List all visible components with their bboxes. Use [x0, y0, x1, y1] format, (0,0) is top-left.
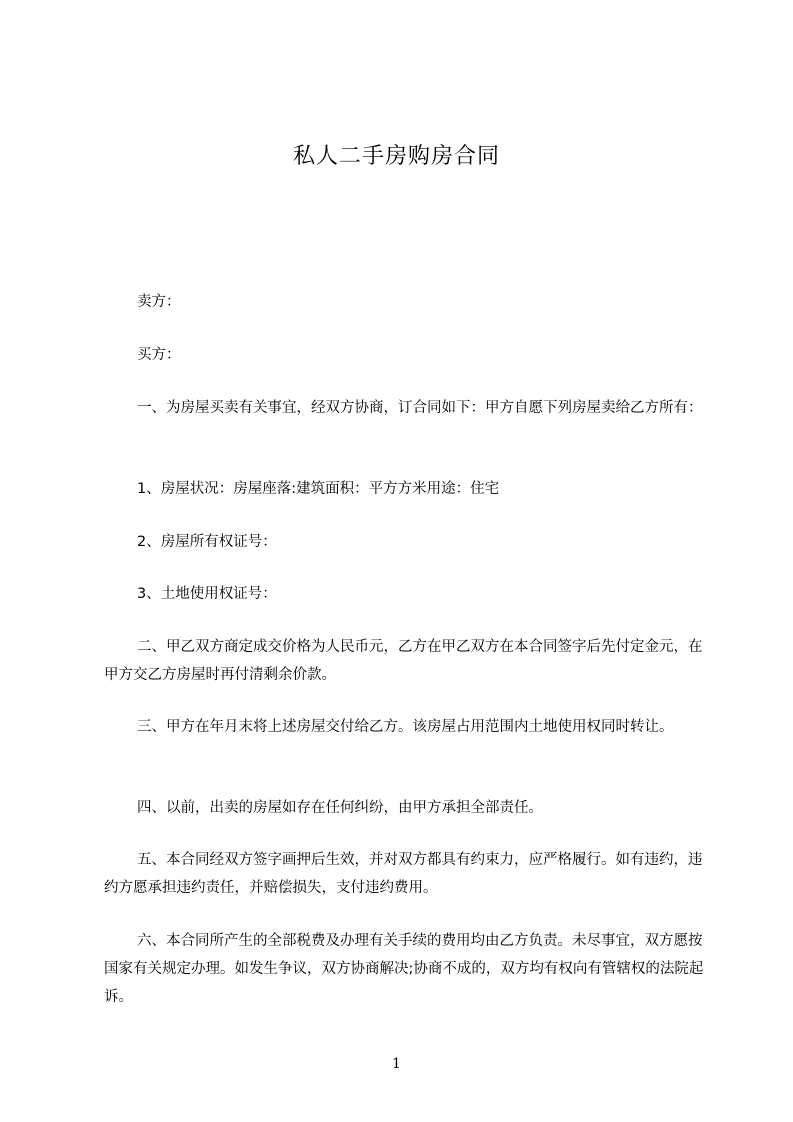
seller-line: 卖方：	[137, 294, 181, 310]
clause-6: 六、本合同所产生的全部税费及办理有关手续的费用均由乙方负责。未尽事宜，双方愿按国家有关规定办理。如发生争议，双方协商解决;协商不成的，双方均有权向有管辖权的法院起诉。	[104, 933, 704, 1005]
clause-2: 二、甲乙双方商定成交价格为人民币元，乙方在甲乙双方在本合同签字后先付定金元，在甲方交乙方房屋时再付清剩余价款。	[104, 639, 703, 683]
item-1-house-status: 1、房屋状况：房屋座落:建筑面积：平方方米用途：住宅	[137, 481, 500, 497]
item-2-ownership-cert: 2、房屋所有权证号：	[137, 534, 277, 550]
clause-3: 三、甲方在年月末将上述房屋交付给乙方。该房屋占用范围内土地使用权同时转让。	[137, 719, 674, 735]
buyer-line: 买方：	[137, 347, 181, 363]
item-3-land-cert: 3、土地使用权证号：	[137, 586, 277, 602]
clause-5: 五、本合同经双方签字画押后生效，并对双方都具有约束力，应严格履行。如有违约，违约方愿承担违约责任，并赔偿损失，支付违约费用。	[104, 852, 703, 896]
page-number: 1	[392, 1056, 401, 1072]
document-title: 私人二手房购房合同	[292, 144, 500, 169]
clause-1: 一、为房屋买卖有关事宜，经双方协商，订合同如下：甲方自愿下列房屋卖给乙方所有：	[137, 400, 703, 416]
clause-4: 四、以前，出卖的房屋如存在任何纠纷，由甲方承担全部责任。	[137, 800, 543, 816]
